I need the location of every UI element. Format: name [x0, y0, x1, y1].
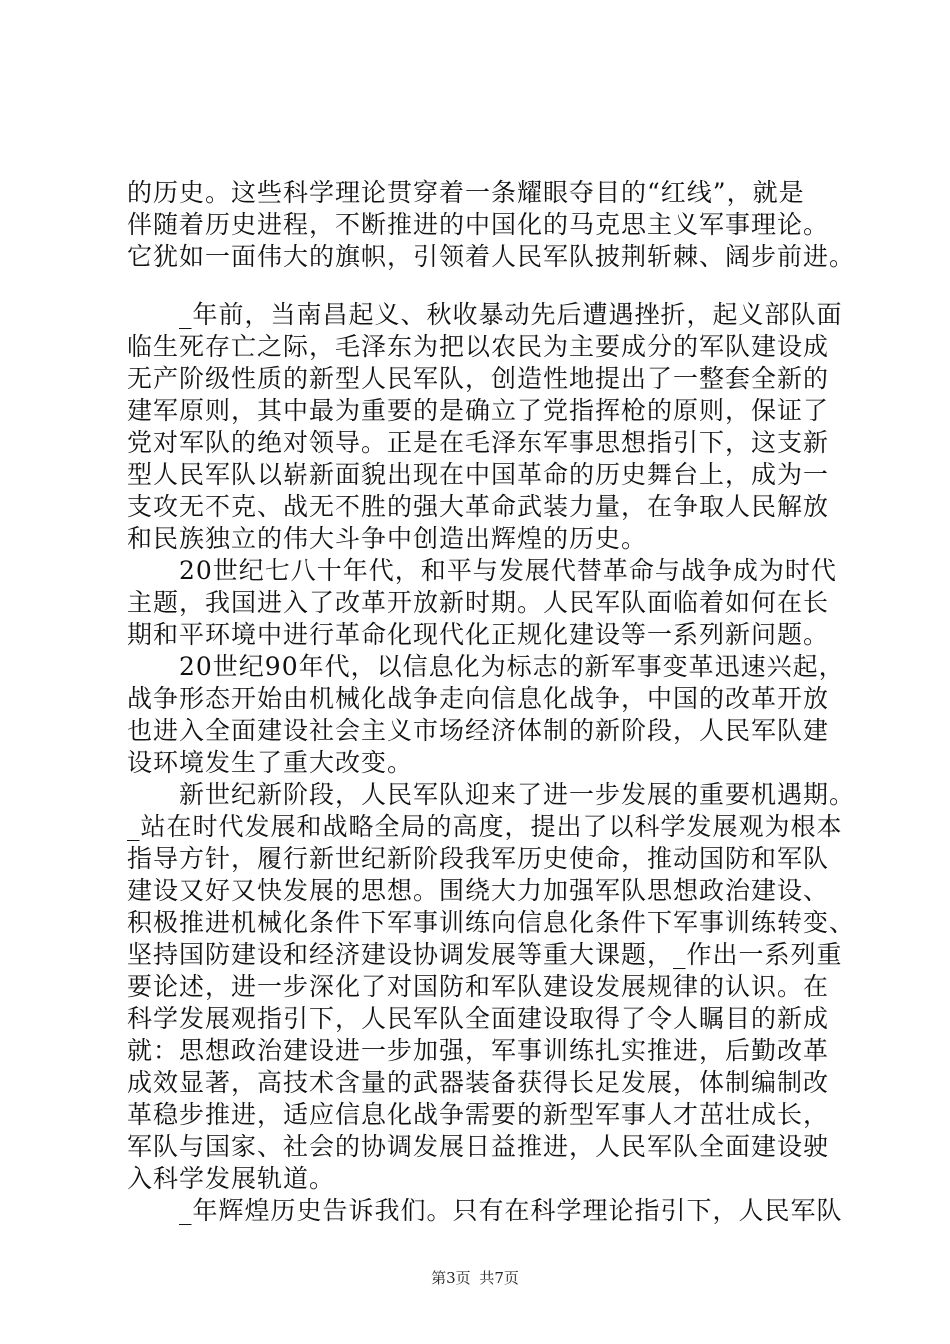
- text-line: 革稳步推进，适应信息化战争需要的新型军事人才茁壮成长，: [127, 1100, 830, 1129]
- text-line: 的历史。这些科学理论贯穿着一条耀眼夺目的“红线”，就是: [127, 178, 805, 207]
- text-line: 军队与国家、社会的协调发展日益推进，人民军队全面建设驶: [127, 1132, 830, 1161]
- text-line: 它犹如一面伟大的旗帜，引领着人民军队披荆斩棘、阔步前进。: [127, 242, 856, 271]
- text-line: 伴随着历史进程，不断推进的中国化的马克思主义军事理论。: [127, 210, 830, 239]
- text-line: 成效显著，高技术含量的武器装备获得长足发展，体制编制改: [127, 1068, 830, 1097]
- page-number: 第3页: [431, 1269, 471, 1287]
- text-line: 新世纪新阶段，人民军队迎来了进一步发展的重要机遇期。: [127, 780, 856, 809]
- text-line: 临生死存亡之际，毛泽东为把以农民为主要成分的军队建设成: [127, 332, 830, 361]
- text-line: 要论述，进一步深化了对国防和军队建设发展规律的认识。在: [127, 972, 830, 1001]
- page-total: 共7页: [479, 1269, 519, 1287]
- text-line: 20世纪七八十年代，和平与发展代替革命与战争成为时代: [127, 556, 837, 585]
- text-line: 战争形态开始由机械化战争走向信息化战争，中国的改革开放: [127, 684, 830, 713]
- text-line: 型人民军队以崭新面貌出现在中国革命的历史舞台上，成为一: [127, 460, 830, 489]
- text-line: 建军原则，其中最为重要的是确立了党指挥枪的原则，保证了: [127, 396, 830, 425]
- text-line: 积极推进机械化条件下军事训练向信息化条件下军事训练转变、: [127, 908, 856, 937]
- page-footer: [0, 1268, 950, 1288]
- text-line: 主题，我国进入了改革开放新时期。人民军队面临着如何在长: [127, 588, 830, 617]
- text-line: 坚持国防建设和经济建设协调发展等重大课题，_作出一系列重: [127, 940, 843, 969]
- text-line: 科学发展观指引下，人民军队全面建设取得了令人瞩目的新成: [127, 1004, 830, 1033]
- text-line: 和民族独立的伟大斗争中创造出辉煌的历史。: [127, 524, 648, 553]
- text-line: 期和平环境中进行革命化现代化正规化建设等一系列新问题。: [127, 620, 830, 649]
- text-line: 20世纪90年代，以信息化为标志的新军事变革迅速兴起，: [127, 652, 845, 681]
- text-line: 也进入全面建设社会主义市场经济体制的新阶段，人民军队建: [127, 716, 830, 745]
- text-line: 入科学发展轨道。: [127, 1164, 336, 1193]
- text-line: 支攻无不克、战无不胜的强大革命武装力量，在争取人民解放: [127, 492, 830, 521]
- text-line: _年辉煌历史告诉我们。只有在科学理论指引下，人民军队: [127, 1196, 843, 1225]
- text-line: 就：思想政治建设进一步加强，军事训练扎实推进，后勤改革: [127, 1036, 830, 1065]
- text-line: 无产阶级性质的新型人民军队，创造性地提出了一整套全新的: [127, 364, 830, 393]
- text-line: _年前，当南昌起义、秋收暴动先后遭遇挫折，起义部队面: [127, 300, 843, 329]
- text-line: _站在时代发展和战略全局的高度，提出了以科学发展观为根本: [127, 812, 843, 841]
- text-line: 指导方针，履行新世纪新阶段我军历史使命，推动国防和军队: [127, 844, 830, 873]
- text-line: 设环境发生了重大改变。: [127, 748, 414, 777]
- text-line: 党对军队的绝对领导。正是在毛泽东军事思想指引下，这支新: [127, 428, 830, 457]
- text-line: 建设又好又快发展的思想。围绕大力加强军队思想政治建设、: [127, 876, 830, 905]
